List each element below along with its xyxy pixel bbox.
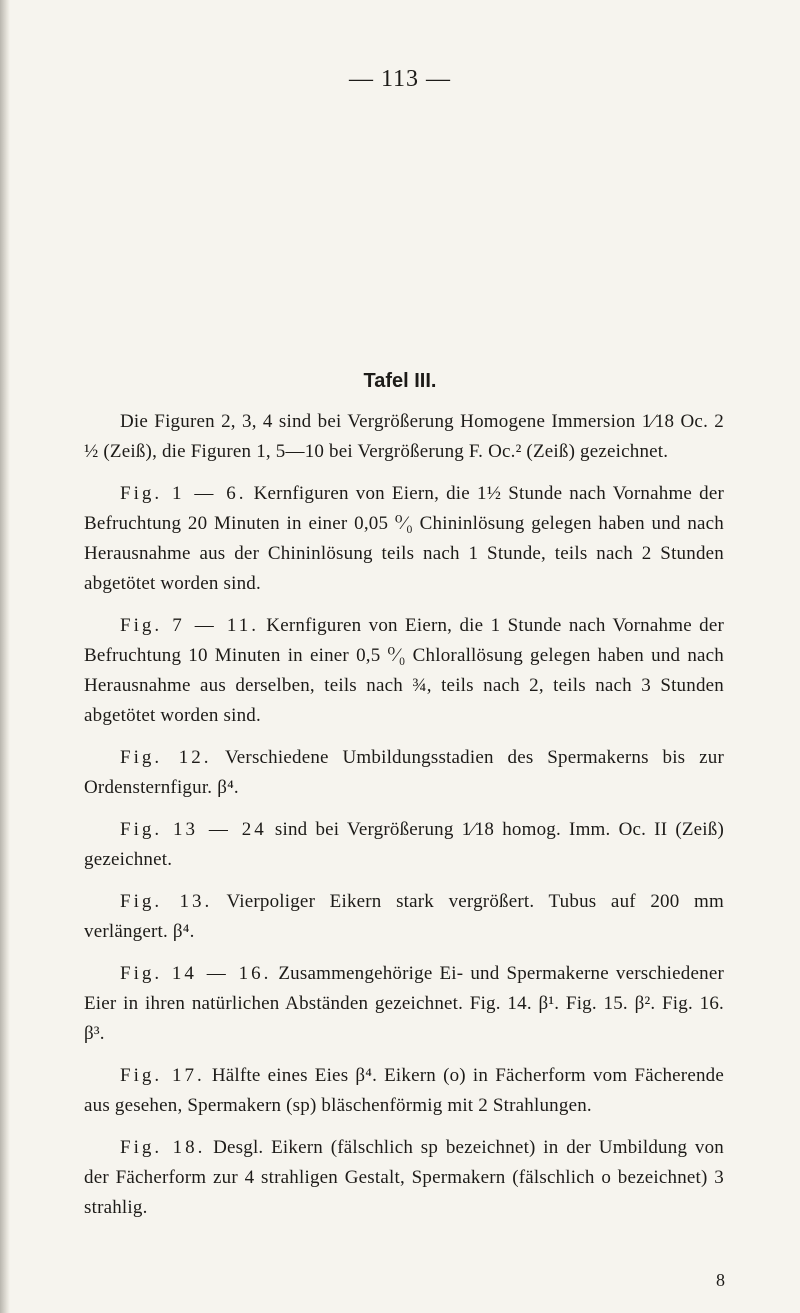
page-number: — 113 — — [348, 66, 452, 92]
figure-label: Fig. 13 — 24 — [120, 819, 267, 840]
figure-label: Fig. 14 — 16. — [120, 963, 272, 984]
caption-text: Kernfiguren von Eiern, die 1 Stunde nach Vornahme der Befruchtung 10 Minuten in einer 0,5 ⁰⁄₀ Chlorallösung gelegen haben und nach Herausnahme aus derselben, teils nach ¾, teils nach 2, teils nach 3 Stunden abgetötet worden sind. — [84, 615, 724, 726]
caption-intro-text: Die Figuren 2, 3, 4 sind bei Vergrößerung Homogene Immersion 1⁄18 Oc. 2 ½ (Zeiß), die Figuren 1, 5—10 bei Vergrößerung F. Oc.² (Zeiß) gezeichnet. — [84, 411, 724, 462]
plate-captions — [84, 407, 724, 1235]
caption-text: Vierpoliger Eikern stark vergrößert. Tubus auf 200 mm verlängert. β⁴. — [84, 891, 724, 942]
figure-label: Fig. 17. — [120, 1065, 205, 1086]
caption-text: Hälfte eines Eies β⁴. Eikern (o) in Fächerform vom Fächerende aus gesehen, Spermakern (sp) bläschenförmig mit 2 Strahlungen. — [84, 1065, 724, 1116]
caption-fig-13-24 — [84, 815, 724, 875]
caption-fig-7-11 — [84, 611, 724, 731]
caption-fig-14-16 — [84, 959, 724, 1049]
caption-fig-18 — [84, 1133, 724, 1223]
caption-text: Zusammengehörige Ei- und Spermakerne verschiedener Eier in ihren natürlichen Abständen gezeichnet. Fig. 14. β¹. Fig. 15. β². Fig. 16. β³. — [84, 963, 724, 1044]
plate-heading: Tafel III. — [363, 370, 437, 392]
caption-text: Verschiedene Umbildungsstadien des Spermakerns bis zur Ordensternfigur. β⁴. — [84, 747, 724, 798]
caption-fig-12 — [84, 743, 724, 803]
figure-label: Fig. 7 — 11. — [120, 615, 259, 636]
caption-fig-17 — [84, 1061, 724, 1121]
figure-label: Fig. 12. — [120, 747, 212, 768]
figure-label: Fig. 18. — [120, 1137, 206, 1158]
caption-text: Desgl. Eikern (fälschlich sp bezeichnet) in der Umbildung von der Fächerform zur 4 strahligen Gestalt, Spermakern (fälschlich o bezeichnet) 3 strahlig. — [84, 1137, 724, 1218]
page-edge-shadow — [0, 0, 10, 1313]
figure-label: Fig. 1 — 6. — [120, 483, 247, 504]
figure-label: Fig. 13. — [120, 891, 213, 912]
caption-text: Kernfiguren von Eiern, die 1½ Stunde nach Vornahme der Befruchtung 20 Minuten in einer 0,05 ⁰⁄₀ Chininlösung gelegen haben und nach Herausnahme aus der Chininlösung teils nach 1 Stunde, teils nach 2 Stunden abgetötet worden sind. — [84, 483, 725, 594]
sheet-signature-mark: 8 — [716, 1270, 725, 1290]
caption-fig-13 — [84, 887, 724, 947]
caption-intro — [84, 407, 724, 467]
caption-text: sind bei Vergrößerung 1⁄18 homog. Imm. Oc. II (Zeiß) gezeichnet. — [84, 819, 725, 870]
caption-fig-1-6 — [84, 479, 724, 599]
